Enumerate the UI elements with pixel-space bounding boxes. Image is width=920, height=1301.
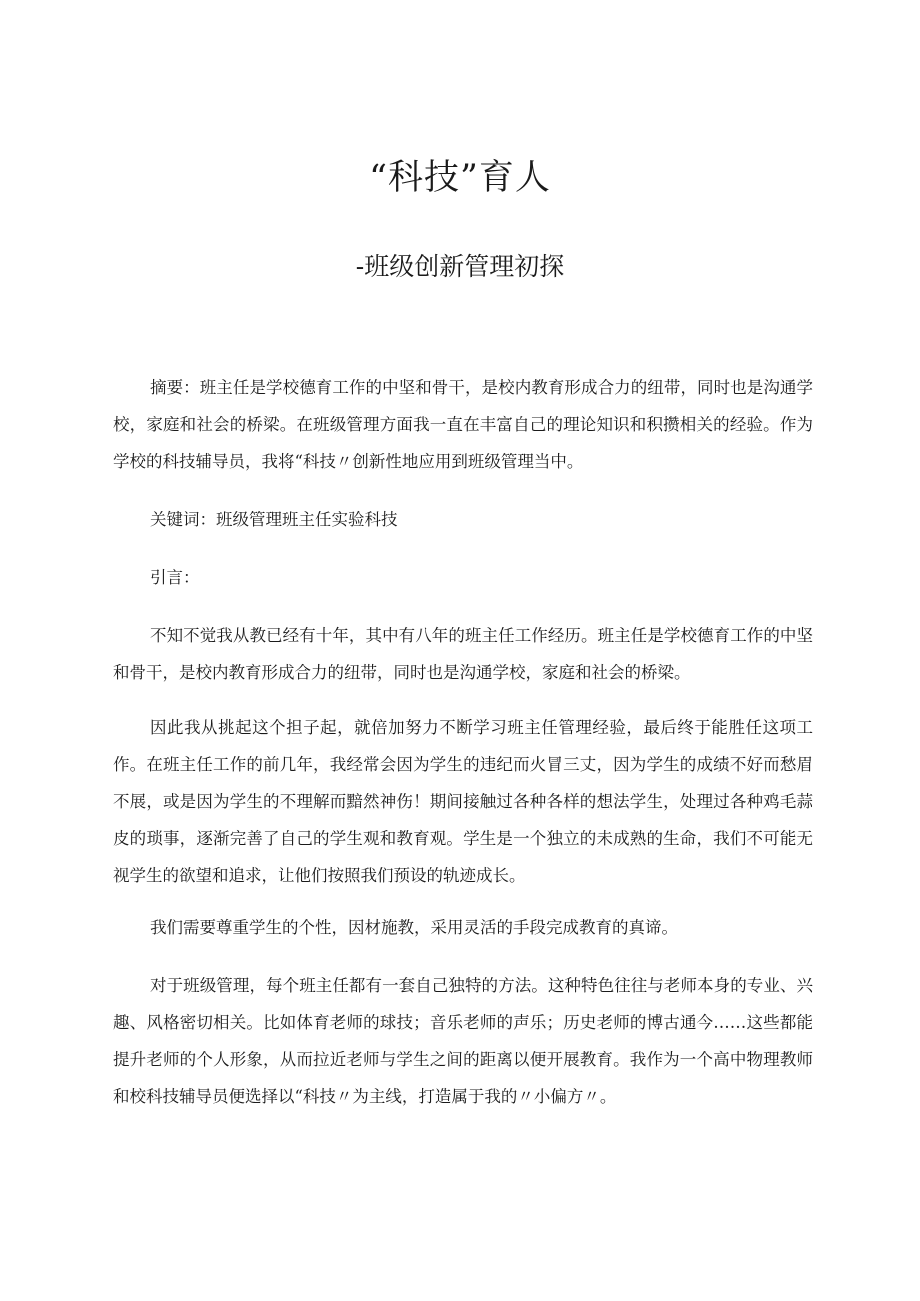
body-paragraph: 不知不觉我从教已经有十年，其中有八年的班主任工作经历。班主任是学校德育工作的中坚和骨干，是校内教育形成合力的纽带，同时也是沟通学校，家庭和社会的桥梁。	[113, 626, 813, 682]
abstract-paragraph: 摘要：班主任是学校德育工作的中坚和骨干，是校内教育形成合力的纽带，同时也是沟通学校，家庭和社会的桥梁。在班级管理方面我一直在丰富自己的理论知识和积攒相关的经验。作为学校的科技辅导员，我将“科技〃创新性地应用到班级管理当中。	[113, 378, 813, 471]
body-paragraph: 因此我从挑起这个担子起，就倍加努力不断学习班主任管理经验，最后终于能胜任这项工作。在班主任工作的前几年，我经常会因为学生的违纪而火冒三丈，因为学生的成绩不好而愁眉不展，或是因为学生的不理解而黯然神伤！期间接触过各种各样的想法学生，处理过各种鸡毛蒜皮的琐事，逐渐完善了自己的学生观和教育观。学生是一个独立的未成熟的生命，我们不可能无视学生的欲望和追求，让他们按照我们预设的轨迹成长。	[113, 718, 813, 885]
document-subtitle: -班级创新管理初探	[355, 252, 565, 281]
body-paragraph: 对于班级管理，每个班主任都有一套自己独特的方法。这种特色往往与老师本身的专业、兴趣、风格密切相关。比如体育老师的球技；音乐老师的声乐；历史老师的博古通今……这些都能提升老师的个人形象，从而拉近老师与学生之间的距离以便开展教育。我作为一个高中物理教师和校科技辅导员便选择以“科技〃为主线，打造属于我的〃小偏方〃。	[113, 976, 813, 1106]
document-title: “科技”育人	[369, 158, 551, 198]
intro-heading: 引言：	[150, 568, 200, 587]
keywords-line: 关键词：班级管理班主任实验科技	[150, 510, 398, 529]
body-paragraph: 我们需要尊重学生的个性，因材施教，采用灵活的手段完成教育的真谛。	[150, 918, 678, 937]
